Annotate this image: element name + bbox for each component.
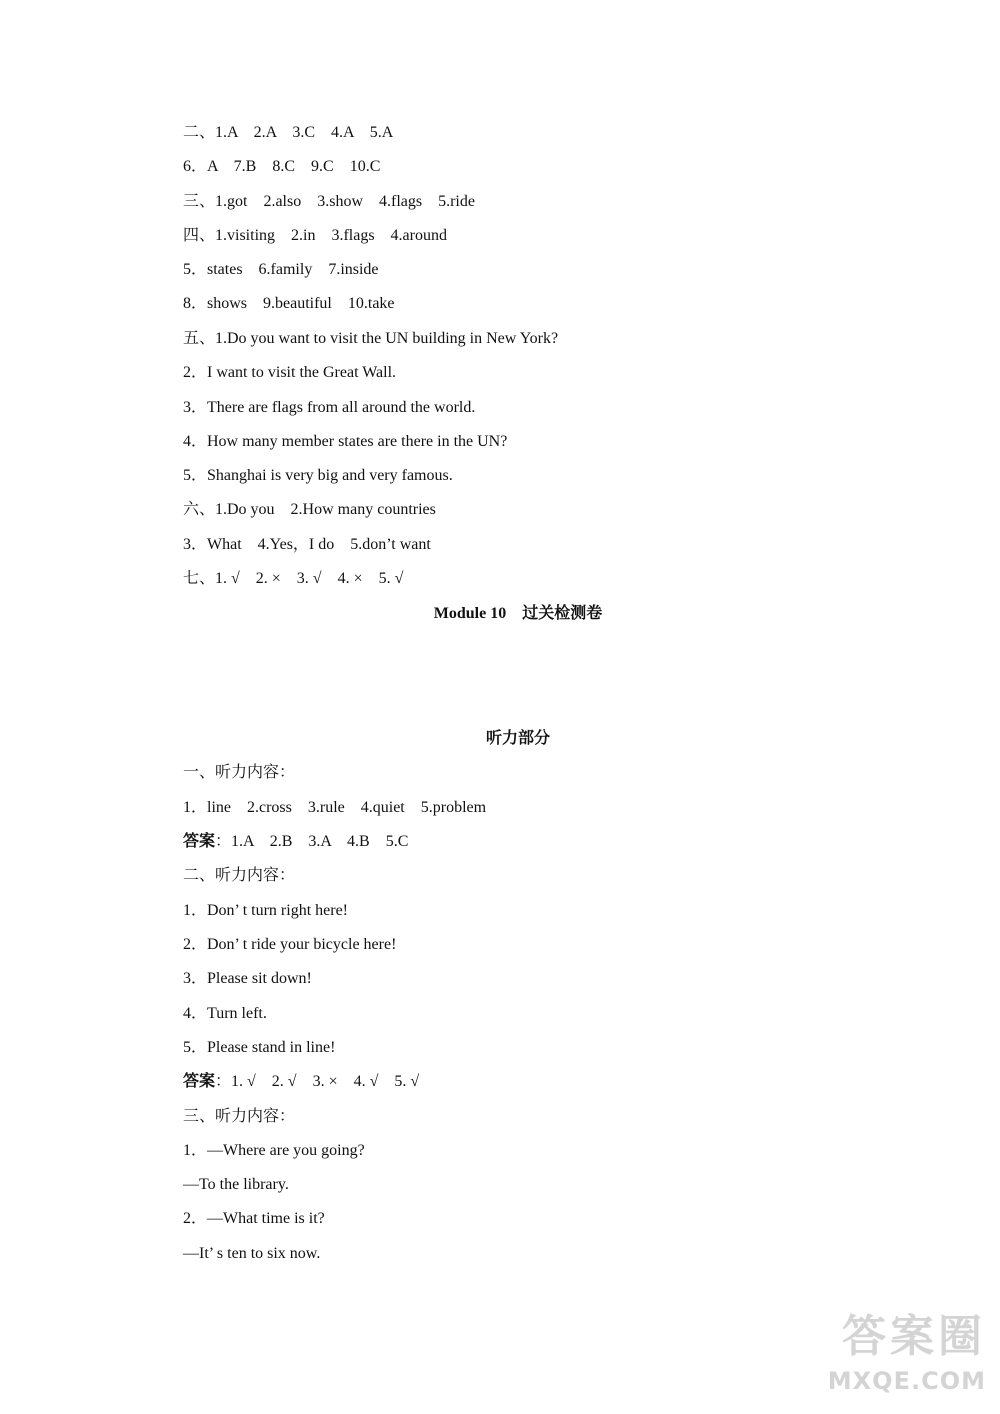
- listening-line: —To the library.: [183, 1176, 289, 1193]
- answer-key-line: 答案：1.A 2.B 3.A 4.B 5.C: [183, 833, 409, 850]
- answer-key-line: 答案：1. √ 2. √ 3. × 4. √ 5. √: [183, 1073, 420, 1090]
- answer-line: 四、1.visiting 2.in 3.flags 4.around: [183, 227, 447, 244]
- listening-line: 1．Don’ t turn right here!: [183, 902, 348, 919]
- listening-line: 1．line 2.cross 3.rule 4.quiet 5.problem: [183, 799, 487, 816]
- answer-line: 六、1.Do you 2.How many countries: [183, 501, 436, 518]
- listening-line: 2．Don’ t ride your bicycle here!: [183, 936, 397, 953]
- listening-line: 5．Please stand in line!: [183, 1039, 336, 1056]
- listening-line: 三、听力内容：: [183, 1108, 296, 1125]
- watermark-url: MXQE.COM: [827, 1367, 986, 1395]
- answer-line: 5．states 6.family 7.inside: [183, 261, 379, 278]
- answer-line: 3．There are flags from all around the world.: [183, 399, 476, 416]
- answer-line: 6．A 7.B 8.C 9.C 10.C: [183, 158, 381, 175]
- listening-line: 4．Turn left.: [183, 1005, 267, 1022]
- answer-line: 二、1.A 2.A 3.C 4.A 5.A: [183, 124, 394, 141]
- listening-line: 1．—Where are you going?: [183, 1142, 365, 1159]
- listening-line: 2．—What time is it?: [183, 1210, 325, 1227]
- watermark: [792, 1308, 992, 1408]
- answer-line: 2．I want to visit the Great Wall.: [183, 364, 397, 381]
- watermark-logo: 答案圈: [842, 1311, 986, 1362]
- answer-line: 三、1.got 2.also 3.show 4.flags 5.ride: [183, 193, 475, 210]
- listening-line: 二、听力内容：: [183, 867, 296, 884]
- answer-line: 5．Shanghai is very big and very famous.: [183, 467, 453, 484]
- listening-line: 3．Please sit down!: [183, 970, 312, 987]
- listening-line: —It’ s ten to six now.: [183, 1245, 321, 1262]
- section-title: 听力部分: [485, 730, 550, 747]
- answer-line: 3．What 4.Yes，I do 5.don’t want: [183, 536, 431, 553]
- answer-line: 8．shows 9.beautiful 10.take: [183, 295, 395, 312]
- answer-line: 五、1.Do you want to visit the UN building in New York?: [183, 330, 559, 347]
- answer-line: 七、1. √ 2. × 3. √ 4. × 5. √: [183, 570, 404, 587]
- answer-line: 4．How many member states are there in the UN?: [183, 433, 508, 450]
- module-title: Module 10 过关检测卷: [433, 605, 603, 622]
- listening-line: 一、听力内容：: [183, 764, 296, 781]
